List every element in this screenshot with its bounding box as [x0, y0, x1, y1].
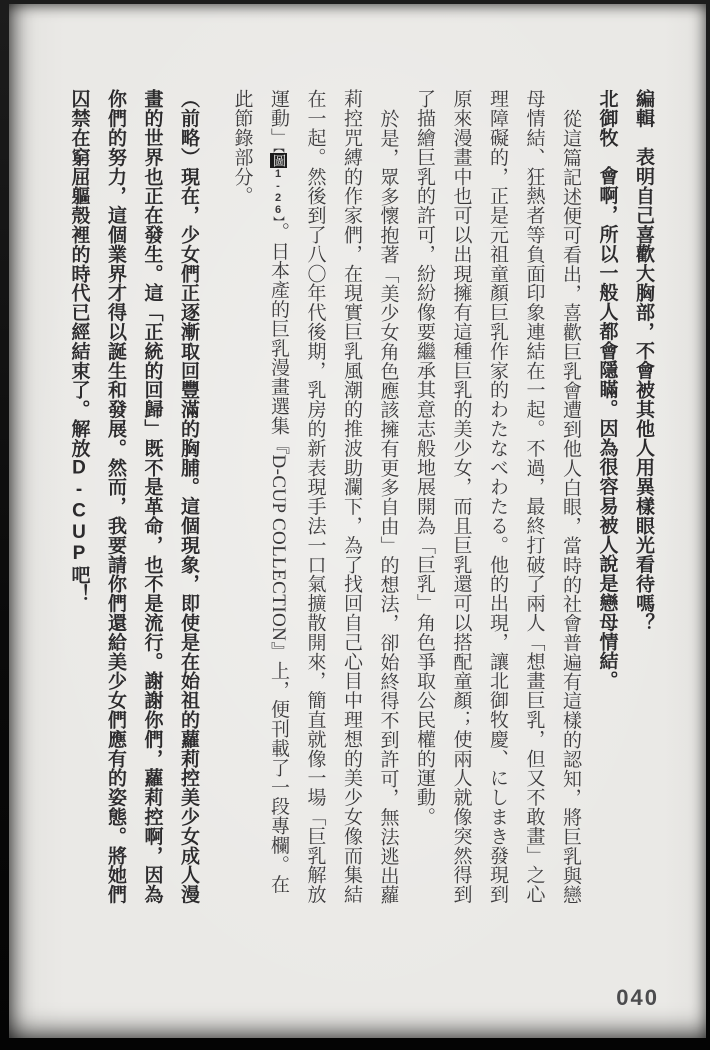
body-text-segment: 於是，眾多懷抱著「美少女角色應該擁有更多自由」的想法，卻始終得不到許可，無法逃出蘿莉控咒縛的作家們，在現實巨乳風潮的推波助瀾下，為了找回自己心目中理想的美少女像而集結在一起。然後到了八〇年代後期，乳房的新表現手法一口氣擴散開來，簡直就像一場「巨乳解放運動」	[268, 89, 399, 904]
quote-block	[60, 89, 206, 909]
interview-line-editor	[625, 89, 662, 909]
quote-paragraph	[60, 89, 206, 909]
book-page	[9, 4, 706, 1038]
book-title: D-CUP COLLECTION	[268, 454, 289, 642]
body-text-segment: 。日本產的巨乳漫畫選集『	[268, 221, 289, 455]
quote-text: （前略）現在，少女們正逐漸取回豐滿的胸脯。這個現象，即使是在始祖的蘿莉控美少女成人漫畫的世界也正在發生。這「正統的回歸」既不是革命，也不是流行。謝謝你們，蘿莉控啊，因為你們的努力，這個業界才得以誕生和發展。然而，我要請你們還給美少女們應有的姿態。將她們囚禁在窮屈軀殼裡的時代已經結束了。解放	[68, 89, 199, 904]
figure-bracket-open: 【	[272, 147, 284, 153]
speaker-name: 北御牧	[596, 89, 618, 148]
speaker-text: 會啊，所以一般人都會隱瞞。因為很容易被人說是戀母情結。	[596, 166, 618, 691]
speaker-name: 編輯	[633, 89, 654, 128]
interview-excerpt	[588, 89, 661, 909]
body-text-segment: 』上，便刊載了一段專欄。在此節錄部分。	[231, 89, 289, 894]
quote-dcup-text: D-CUP	[68, 457, 90, 565]
body-paragraph-1: 從這篇記述便可看出，喜歡巨乳會遭到他人白眼，當時的社會普遍有這樣的認知，將巨乳與戀母情結、狂熱者等負面印象連結在一起。不過，最終打破了兩人「想畫巨乳，但又不敢畫」之心理障礙的，正是元祖童顏巨乳作家的わたなべわたる。他的出現，讓北御牧慶、にしまき發現到原來漫畫中也可以出現擁有這種巨乳的美少女，而且巨乳還可以搭配童顏；使兩人就像突然得到了描繪巨乳的許可，紛紛像要繼承其意志般地展開為「巨乳」角色爭取公民權的運動。	[414, 89, 581, 904]
page-content	[60, 89, 661, 909]
figure-number: 1-26	[272, 167, 284, 216]
page-number: 040	[616, 985, 659, 1010]
body-paragraph-2	[223, 89, 406, 909]
figure-reference	[272, 147, 284, 222]
quote-text: 吧！	[68, 564, 90, 604]
figure-bracket-close: 】	[272, 215, 284, 222]
speaker-text: 表明自己喜歡大胸部，不會被其他人用異樣眼光看待嗎？	[633, 146, 654, 632]
interview-line-kitamimaki	[588, 89, 625, 909]
main-text	[223, 89, 588, 909]
figure-label: 圖	[271, 153, 286, 167]
